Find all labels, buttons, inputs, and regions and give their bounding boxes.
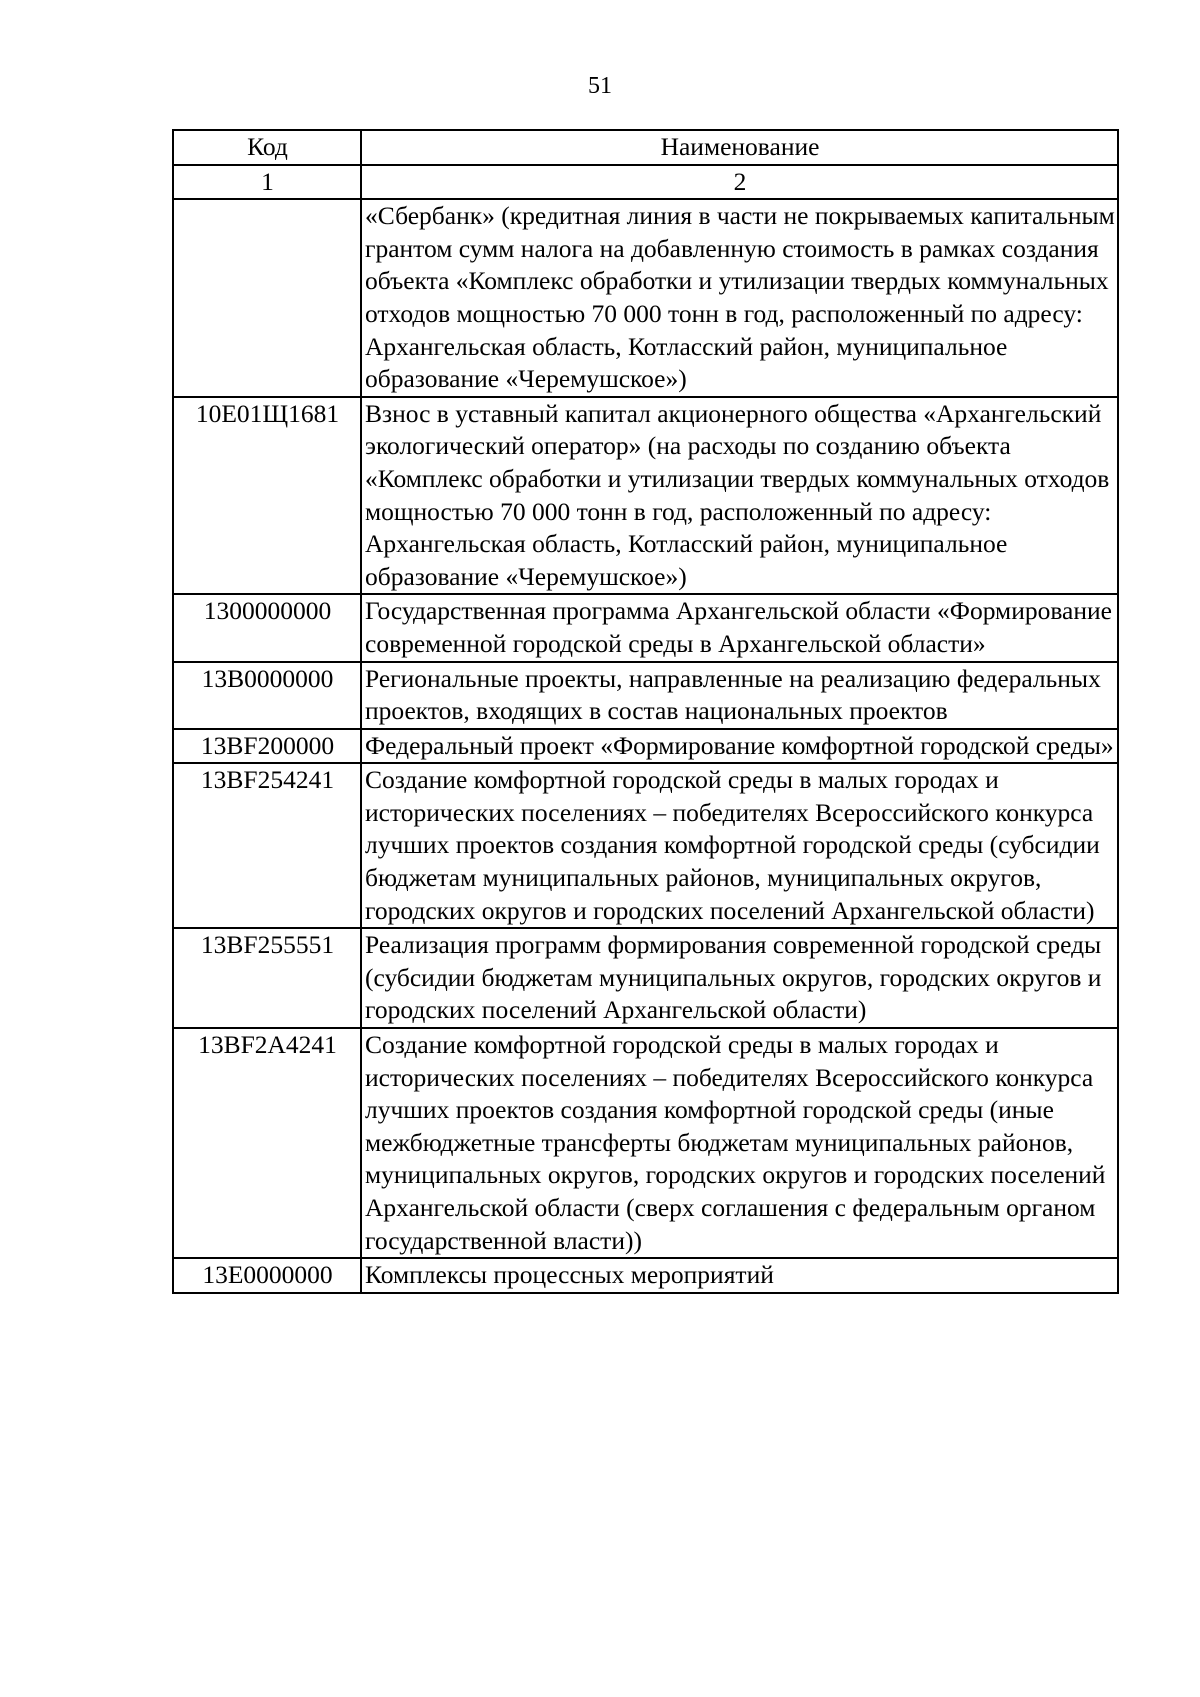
table-row: [173, 662, 1118, 729]
header-code: Код: [173, 130, 361, 165]
row-code: 13Е0000000: [173, 1258, 361, 1293]
page-number: 51: [588, 73, 612, 99]
row-code: 13ВF200000: [173, 729, 361, 764]
table-row: [173, 594, 1118, 661]
row-name: Региональные проекты, направленные на реализацию федеральных проектов, входящих в состав национальных проектов: [361, 662, 1118, 729]
row-name: Государственная программа Архангельской области «Формирование современной городской среды в Архангельской области»: [361, 594, 1118, 661]
row-name: Реализация программ формирования современной городской среды (субсидии бюджетам муниципальных округов, городских округов и городских поселений Архангельской области): [361, 928, 1118, 1028]
row-code: 10Е01Щ1681: [173, 397, 361, 595]
row-name: «Сбербанк» (кредитная линия в части не покрываемых капитальным грантом сумм налога на добавленную стоимость в рамках создания объекта «Комплекс обработки и утилизации твердых коммунальных отходов мощностью 70 000 тонн в год, расположенный по адресу: Архангельская область, Котласский район, муниципальное образование «Черемушское»): [361, 199, 1118, 397]
column-number-code: 1: [173, 165, 361, 200]
column-number-row: [173, 165, 1118, 200]
row-name: Создание комфортной городской среды в малых городах и исторических поселениях – победителях Всероссийского конкурса лучших проектов создания комфортной городской среды (субсидии бюджетам муниципальных районов, муниципальных округов, городских округов и городских поселений Архангельской области): [361, 763, 1118, 928]
row-code: 13ВF255551: [173, 928, 361, 1028]
row-code: 13В0000000: [173, 662, 361, 729]
table-row: [173, 928, 1118, 1028]
table-row: [173, 199, 1118, 397]
row-code: 1300000000: [173, 594, 361, 661]
table-row: [173, 1258, 1118, 1293]
table-row: [173, 397, 1118, 595]
column-number-name: 2: [361, 165, 1118, 200]
table-row: [173, 763, 1118, 928]
row-name: Взнос в уставный капитал акционерного общества «Архангельский экологический оператор» (на расходы по созданию объекта «Комплекс обработки и утилизации твердых коммунальных отходов мощностью 70 000 тонн в год, расположенный по адресу: Архангельская область, Котласский район, муниципальное образование «Черемушское»): [361, 397, 1118, 595]
row-code: [173, 199, 361, 397]
row-code: 13ВF254241: [173, 763, 361, 928]
row-name: Федеральный проект «Формирование комфортной городской среды»: [361, 729, 1118, 764]
header-name: Наименование: [361, 130, 1118, 165]
table-header-row: [173, 130, 1118, 165]
row-name: Создание комфортной городской среды в малых городах и исторических поселениях – победителях Всероссийского конкурса лучших проектов создания комфортной городской среды (иные межбюджетные трансферты бюджетам муниципальных районов, муниципальных округов, городских округов и городских поселений Архангельской области (сверх соглашения с федеральным органом государственной власти)): [361, 1028, 1118, 1258]
table-row: [173, 729, 1118, 764]
budget-code-table: [172, 129, 1119, 1294]
row-name: Комплексы процессных мероприятий: [361, 1258, 1118, 1293]
row-code: 13ВF2А4241: [173, 1028, 361, 1258]
table-row: [173, 1028, 1118, 1258]
